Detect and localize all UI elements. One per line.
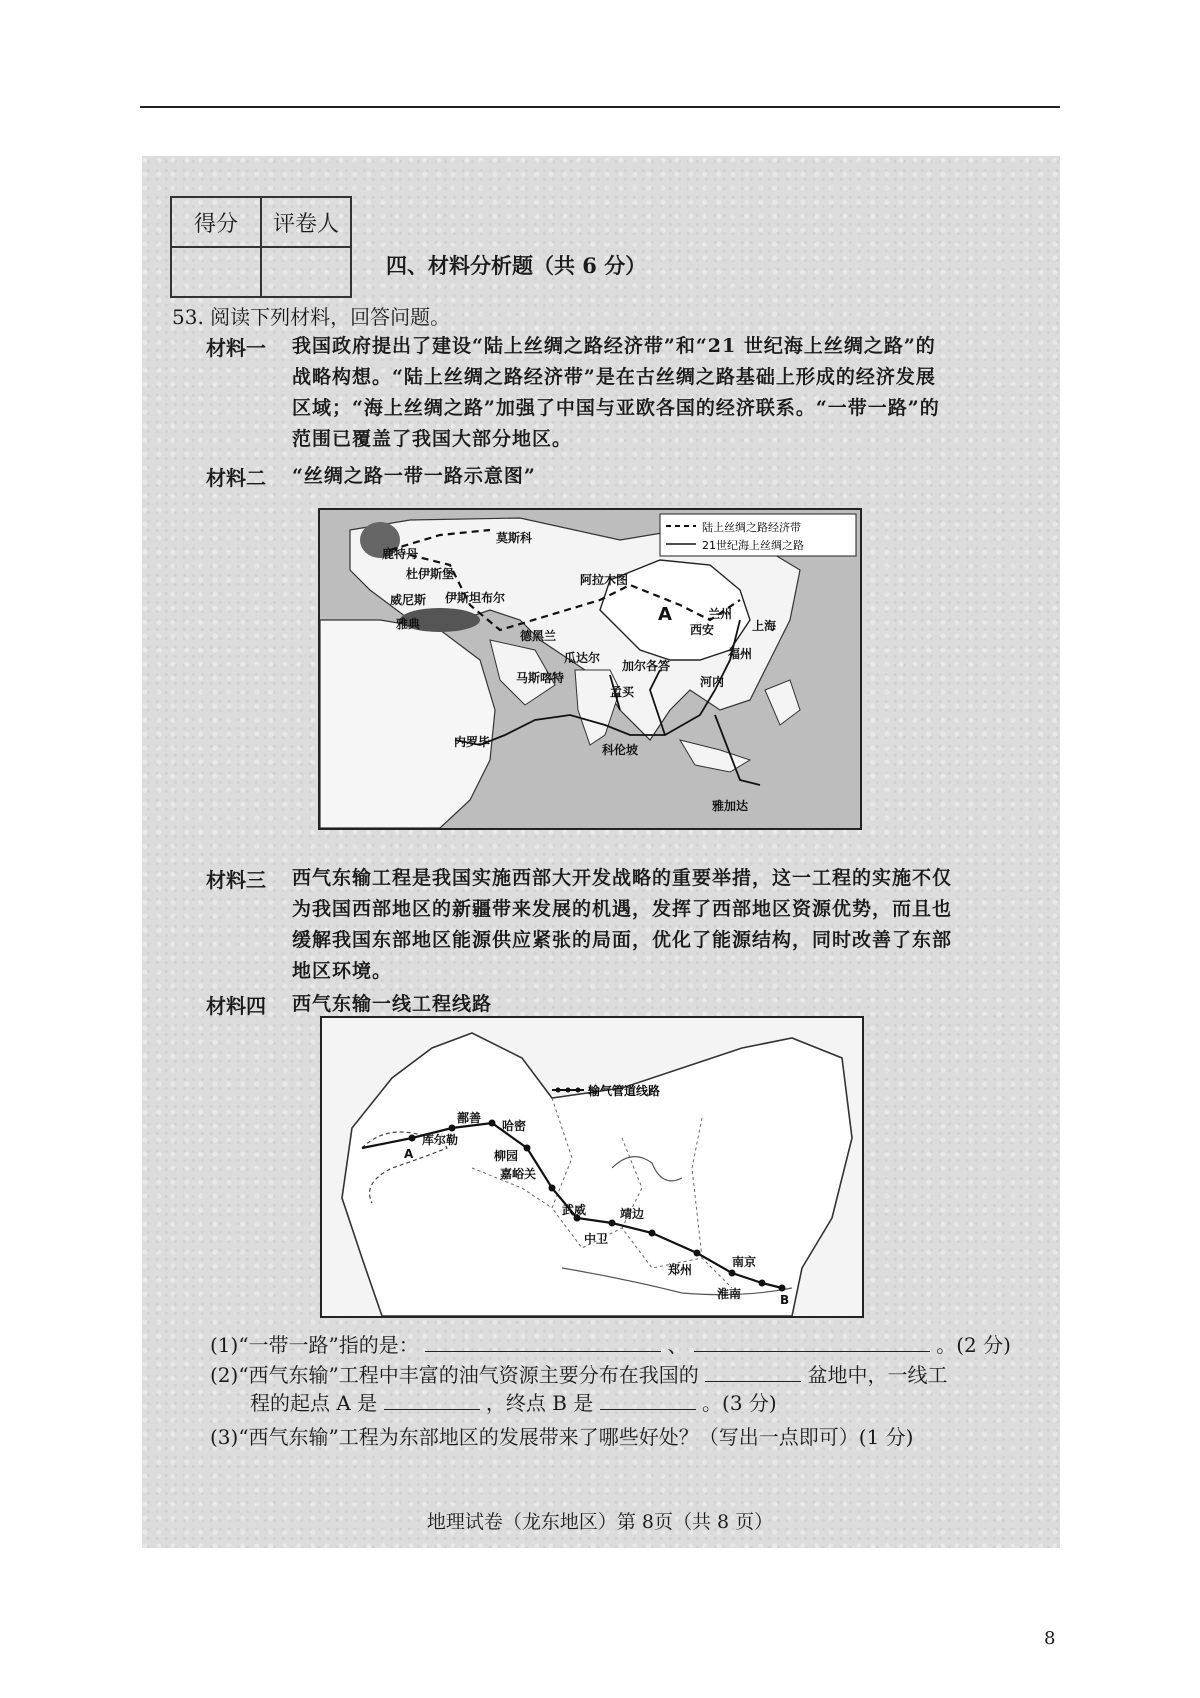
city-label: 鄯善	[457, 1111, 482, 1125]
city-label: 杜伊斯堡	[406, 567, 455, 581]
city-label: 郑州	[668, 1263, 693, 1277]
silk-road-map	[318, 508, 862, 830]
city-label: 柳园	[494, 1149, 519, 1163]
material-1-line: 我国政府提出了建设“陆上丝绸之路经济带”和“21 世纪海上丝绸之路”的	[292, 335, 936, 357]
material-3-line: 缓解我国东部地区能源供应紧张的局面，优化了能源结构，同时改善了东部	[292, 929, 953, 951]
material-3-line: 地区环境。	[292, 960, 393, 982]
question-2	[210, 1360, 948, 1390]
city-label: 莫斯科	[496, 531, 533, 545]
material-1-line: 范围已覆盖了我国大部分地区。	[292, 428, 573, 450]
city-label: 淮南	[717, 1287, 742, 1301]
material-3-line: 西气东输工程是我国实施西部大开发战略的重要举措，这一工程的实施不仅	[292, 867, 953, 889]
material-1-line: 区域；“海上丝绸之路”加强了中国与亚欧各国的经济联系。“一带一路”的	[292, 397, 940, 419]
city-label: 阿拉木图	[580, 573, 629, 587]
city-label: 瓜达尔	[564, 651, 601, 665]
question-1-sep: 、	[667, 1333, 688, 1357]
section-title: 四、材料分析题（共 6 分）	[386, 253, 647, 278]
answer-blank-basin[interactable]	[705, 1363, 801, 1382]
city-label: 德黑兰	[520, 629, 557, 643]
material-1-label: 材料一	[206, 336, 266, 360]
material-2-label: 材料二	[206, 466, 266, 490]
city-label: 哈密	[502, 1119, 527, 1133]
material-3-label: 材料三	[206, 868, 266, 892]
city-label: 西安	[690, 623, 715, 637]
material-1-text	[292, 331, 1036, 455]
score-header: 得分	[171, 197, 261, 247]
page-footer: 地理试卷（龙东地区）第 8页（共 8 页）	[426, 1511, 774, 1533]
question-2-mid: 盆地中，一线工	[807, 1363, 948, 1387]
answer-blank-1b[interactable]	[694, 1333, 930, 1352]
city-label: 加尔各答	[622, 659, 671, 673]
answer-blank-1a[interactable]	[425, 1333, 661, 1352]
city-label: 中卫	[584, 1232, 609, 1246]
question-2-line2	[250, 1388, 777, 1418]
city-label: 南京	[732, 1255, 757, 1269]
answer-blank-end-b[interactable]	[600, 1391, 696, 1410]
question-2-line2-suffix: 。(3 分)	[702, 1391, 777, 1415]
city-label: 雅加达	[712, 799, 749, 813]
city-label: 靖边	[620, 1207, 645, 1221]
material-4-text: 西气东输一线工程线路	[292, 993, 493, 1015]
question-3: (3)“西气东输”工程为东部地区的发展带来了哪些好处？（写出一点即可）(1 分)	[210, 1425, 914, 1449]
material-4-label: 材料四	[206, 994, 266, 1018]
grader-header: 评卷人	[261, 197, 351, 247]
city-label: 内罗毕	[454, 735, 491, 749]
city-label: 河内	[700, 675, 725, 689]
city-label: 孟买	[610, 685, 635, 699]
city-label: 鹿特丹	[382, 547, 419, 561]
pipeline-map	[320, 1016, 864, 1318]
material-1-line: 战略构想。“陆上丝绸之路经济带”是在古丝绸之路基础上形成的经济发展	[292, 366, 936, 388]
silk-road-map-svg	[320, 510, 860, 828]
pipeline-legend: 输气管道线路	[588, 1084, 661, 1098]
city-label: 上海	[752, 619, 777, 633]
score-cell	[171, 247, 261, 297]
legend-land-route: 陆上丝绸之路经济带	[702, 521, 801, 534]
legend-sea-route: 21世纪海上丝绸之路	[702, 539, 804, 552]
point-a-label: A	[404, 1147, 414, 1161]
point-a-label: A	[658, 604, 672, 625]
material-2-text: “丝绸之路一带一路示意图”	[292, 465, 536, 487]
city-label: 威尼斯	[390, 593, 427, 607]
material-3-text	[292, 863, 1036, 987]
grader-cell	[261, 247, 351, 297]
point-b-label: B	[780, 1293, 790, 1307]
page-number: 8	[1044, 1628, 1056, 1649]
city-label: 马斯喀特	[516, 671, 565, 685]
question-1	[210, 1330, 1011, 1360]
city-label: 伊斯坦布尔	[445, 591, 506, 605]
pipeline-map-svg	[322, 1018, 862, 1316]
city-label: 科伦坡	[602, 743, 639, 757]
material-3-line: 为我国西部地区的新疆带来发展的机遇，发挥了西部地区资源优势，而且也	[292, 898, 953, 920]
city-label: 嘉峪关	[500, 1167, 537, 1181]
city-label: 雅典	[396, 617, 421, 631]
question-2-prefix: (2)“西气东输”工程中丰富的油气资源主要分布在我国的	[210, 1363, 699, 1387]
score-table	[170, 196, 352, 298]
question-intro: 53. 阅读下列材料，回答问题。	[172, 305, 451, 329]
city-label: 福州	[728, 647, 753, 661]
city-label: 武威	[562, 1203, 587, 1217]
question-1-prefix: (1)“一带一路”指的是：	[210, 1333, 419, 1357]
question-2-line2-mid: ，终点 B 是	[485, 1391, 594, 1415]
city-label: 库尔勒	[422, 1133, 459, 1147]
question-2-line2-prefix: 程的起点 A 是	[250, 1391, 378, 1415]
question-1-suffix: 。(2 分)	[936, 1333, 1011, 1357]
city-label: 兰州	[708, 607, 733, 621]
answer-blank-start-a[interactable]	[384, 1391, 480, 1410]
top-rule	[140, 106, 1060, 108]
